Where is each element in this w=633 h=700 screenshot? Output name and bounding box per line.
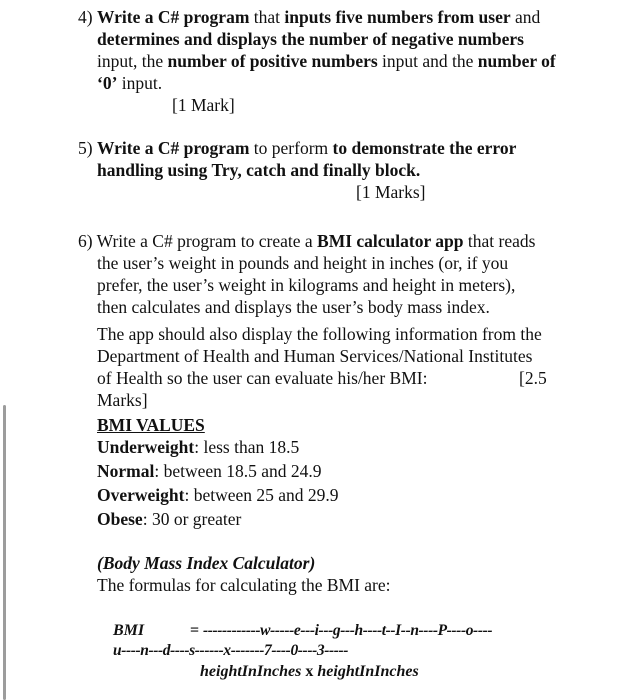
q6-number: 6) [78, 231, 93, 251]
bmi-category-label: Obese [97, 509, 143, 529]
formula-label: BMI [113, 622, 145, 639]
bmi-category-label: Overweight [97, 485, 185, 505]
q4-number: 4) [78, 7, 93, 27]
q4-text: determines and displays the number of negative numbers [97, 29, 524, 49]
q6-p2-line-2: Department of Health and Human Services/National Institutes [97, 346, 533, 366]
q4-text: Write a C# program [96, 7, 250, 27]
formula-denominator [200, 661, 419, 683]
bmi-category-range: : between 18.5 and 24.9 [154, 461, 322, 481]
calculator-title [97, 553, 315, 575]
q5-marks: [1 Marks] [356, 182, 426, 202]
q6-marks-b: Marks] [97, 390, 148, 410]
q6-line-2: the user’s weight in pounds and height in inches (or, if you [97, 253, 509, 273]
q6-text: BMI calculator app [317, 231, 464, 251]
bmi-category-label: Underweight [97, 437, 195, 457]
q6-text: Write a C# program to create a [96, 231, 318, 251]
q6-marks-a: [2.5 [519, 368, 547, 388]
scrollbar[interactable] [3, 405, 6, 700]
formula-den-times: x [301, 663, 318, 680]
bmi-category-range: : less than 18.5 [194, 437, 300, 457]
bmi-value-row [97, 461, 322, 483]
q4-text: input. [117, 73, 163, 93]
calculator-title-text: (Body Mass Index Calculator) [97, 553, 316, 573]
q4-marks: [1 Mark] [172, 95, 235, 115]
bmi-category-range: : between 25 and 29.9 [184, 485, 339, 505]
q6-text: that reads [463, 231, 536, 251]
formula-intro: The formulas for calculating the BMI are: [97, 575, 391, 595]
bmi-heading-text: BMI VALUES [97, 415, 205, 435]
q4-line-1 [78, 7, 540, 29]
q4-text: and [510, 7, 541, 27]
bmi-category-range: : 30 or greater [142, 509, 242, 529]
q5-text: to demonstrate the error [332, 138, 517, 158]
q4-line-4 [97, 73, 162, 95]
formula-equals: = [190, 622, 200, 639]
q5-text: to perform [249, 138, 333, 158]
q5-text: handling using Try, catch and finally block. [97, 160, 421, 180]
q5-number: 5) [78, 138, 93, 158]
q5-line-1 [78, 138, 516, 160]
q4-text: that [249, 7, 285, 27]
bmi-values-heading [97, 415, 205, 437]
q4-text: input and the [377, 51, 478, 71]
q5-text: Write a C# program [96, 138, 250, 158]
bmi-value-row [97, 437, 299, 459]
q4-text: ‘0’ [97, 73, 118, 93]
bmi-value-row [97, 485, 339, 507]
q4-text: number of [477, 51, 556, 71]
q4-text: number of positive numbers [167, 51, 378, 71]
q6-line-1 [78, 231, 535, 253]
q4-line-3 [97, 51, 556, 73]
q4-text: inputs five numbers from user [284, 7, 511, 27]
formula-numerator-continued: u----n---d----s------x-------7----0----3----- [113, 642, 349, 659]
formula-den-term: heightInInches [317, 663, 419, 680]
q4-text: input, the [97, 51, 168, 71]
bmi-value-row [97, 509, 241, 531]
q5-line-2 [97, 160, 420, 182]
formula-den-term: heightInInches [200, 663, 302, 680]
q6-p2-line-3: of Health so the user can evaluate his/her BMI: [97, 368, 428, 388]
q6-line-4: then calculates and displays the user’s body mass index. [97, 297, 490, 317]
bmi-category-label: Normal [97, 461, 155, 481]
q6-line-3: prefer, the user’s weight in kilograms and height in meters), [97, 275, 516, 295]
formula-numerator: ------------w-----e---i---g---h----t--I--n----P----o---- [203, 622, 493, 639]
q6-p2-line-1: The app should also display the following information from the [97, 324, 542, 344]
q4-line-2 [97, 29, 524, 51]
